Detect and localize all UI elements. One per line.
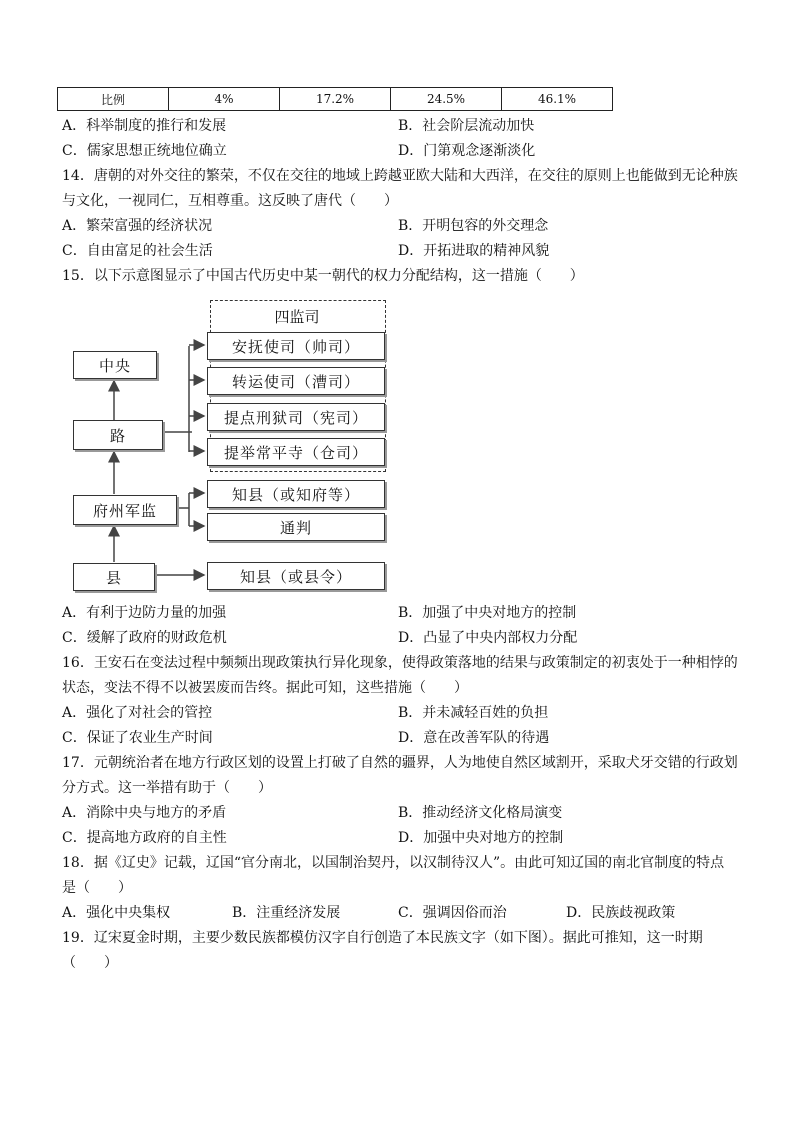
q16-stem-line2: 状态，变法不得不以被罢废而告终。据此可知，这些措施（ ） xyxy=(62,680,468,696)
q18-option-b: B．注重经济发展 xyxy=(232,905,341,921)
q16-option-b: B．并未减轻百姓的负担 xyxy=(398,705,549,721)
node-xian-item: 知县（或县令） xyxy=(207,562,385,590)
q18-stem-line2: 是（ ） xyxy=(62,880,132,896)
power-structure-diagram xyxy=(64,296,394,596)
q19-stem-line2: （ ） xyxy=(62,955,118,971)
q19-stem-line1: 19．辽宋夏金时期，主要少数民族都模仿汉字自行创造了本民族文字（如下图）。据此可推知，这一时期 xyxy=(62,930,703,946)
q15-stem: 15．以下示意图显示了中国古代历史中某一朝代的权力分配结构，这一措施（ ） xyxy=(62,268,584,284)
q17-option-b: B．推动经济文化格局演变 xyxy=(398,805,563,821)
node-fuzhou-item: 知县（或知府等） xyxy=(207,480,385,508)
node-lu-item: 提点刑狱司（宪司） xyxy=(207,403,385,431)
q14-stem-line1: 14．唐朝的对外交往的繁荣，不仅在交往的地域上跨越亚欧大陆和大西洋，在交往的原则上也能做到无论种族 xyxy=(62,168,738,184)
q15-option-b: B．加强了中央对地方的控制 xyxy=(398,605,577,621)
q13-option-c: C．儒家思想正统地位确立 xyxy=(62,143,227,159)
q14-option-d: D．开拓进取的精神风貌 xyxy=(398,243,550,259)
q18-option-d: D．民族歧视政策 xyxy=(566,905,676,921)
q18-stem-line1: 18．据《辽史》记载，辽国“官分南北，以国制治契丹，以汉制待汉人”。由此可知辽国的南北官制度的特点 xyxy=(62,855,725,871)
table-cell: 46.1% xyxy=(502,88,613,111)
table-row xyxy=(58,88,613,111)
table-cell-label: 比例 xyxy=(58,88,169,111)
node-lu-item: 转运使司（漕司） xyxy=(207,367,385,395)
q17-option-d: D．加强中央对地方的控制 xyxy=(398,830,564,846)
four-supervisors-title: 四监司 xyxy=(274,308,320,326)
q16-option-a: A．强化了对社会的管控 xyxy=(62,705,213,721)
table-cell: 4% xyxy=(169,88,280,111)
node-fuzhou-item: 通判 xyxy=(207,513,385,541)
q14-stem-line2: 与文化，一视同仁，互相尊重。这反映了唐代（ ） xyxy=(62,193,398,209)
node-lu-item: 提举常平寺（仓司） xyxy=(207,438,385,466)
q16-stem-line1: 16．王安石在变法过程中频频出现政策执行异化现象，使得政策落地的结果与政策制定的初衷处于一种相悖的 xyxy=(62,655,738,671)
node-fuzhou: 府州军监 xyxy=(73,495,177,525)
node-lu: 路 xyxy=(73,420,163,450)
q14-option-b: B．开明包容的外交理念 xyxy=(398,218,549,234)
q13-option-d: D．门第观念逐渐淡化 xyxy=(398,143,536,159)
q15-option-a: A．有利于边防力量的加强 xyxy=(62,605,227,621)
q15-option-d: D．凸显了中央内部权力分配 xyxy=(398,630,578,646)
node-xian: 县 xyxy=(73,563,155,591)
ratio-table xyxy=(57,87,613,111)
q17-option-c: C．提高地方政府的自主性 xyxy=(62,830,227,846)
q13-option-a: A．科举制度的推行和发展 xyxy=(62,118,227,134)
q18-option-c: C．强调因俗而治 xyxy=(398,905,507,921)
q17-option-a: A．消除中央与地方的矛盾 xyxy=(62,805,227,821)
q14-option-c: C．自由富足的社会生活 xyxy=(62,243,213,259)
node-lu-item: 安抚使司（帅司） xyxy=(207,332,385,360)
q17-stem-line2: 分方式。这一举措有助于（ ） xyxy=(62,780,272,796)
node-central: 中央 xyxy=(73,351,157,379)
q13-option-b: B．社会阶层流动加快 xyxy=(398,118,535,134)
q16-option-d: D．意在改善军队的待遇 xyxy=(398,730,550,746)
q18-option-a: A．强化中央集权 xyxy=(62,905,171,921)
q16-option-c: C．保证了农业生产时间 xyxy=(62,730,213,746)
q17-stem-line1: 17．元朝统治者在地方行政区划的设置上打破了自然的疆界，人为地使自然区域割开，采取犬牙交错的行政划 xyxy=(62,755,738,771)
table-cell: 17.2% xyxy=(280,88,391,111)
table-cell: 24.5% xyxy=(391,88,502,111)
q14-option-a: A．繁荣富强的经济状况 xyxy=(62,218,213,234)
q15-option-c: C．缓解了政府的财政危机 xyxy=(62,630,227,646)
